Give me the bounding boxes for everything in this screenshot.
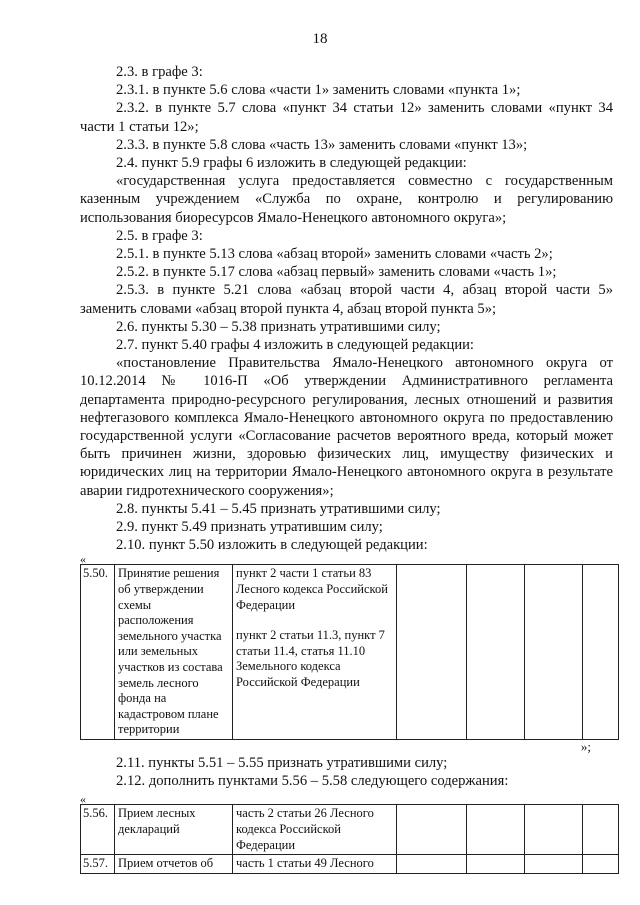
table-row [81, 855, 619, 874]
paragraph: 2.6. пункты 5.30 – 5.38 признать утратившими силу; [116, 318, 441, 335]
table-cell-empty [525, 805, 583, 855]
table-cell-name [115, 565, 233, 740]
table-cell-basis: часть 2 статьи 26 Лесного кодекса Российской Федерации [233, 805, 397, 855]
paragraph: 2.5.3. в пункте 5.21 слова «абзац второй части 4, абзац второй части 5» заменить словами «абзац второй пункта 4, абзац второй пункта 5»; [80, 282, 613, 317]
paragraph: 2.9. пункт 5.49 признать утратившим силу; [116, 519, 383, 536]
page-number: 18 [312, 31, 328, 47]
table-cell-empty [467, 805, 525, 855]
paragraph: «постановление Правительства Ямало-Ненецкого автономного округа от 10.12.2014 № 1016-П «Об утверждении Административного регламента департамента природно-ресурсного регулирования, лесных отношений и развития нефтегазового комплекса Ямало-Ненецкого автономного округа по предоставлению государственной услуги «Согласование расчетов вероятного вреда, который может быть причинен жизни, здоровью физических лиц, имуществу физических и юридических лиц на территории Ямало-Ненецкого автономного округа в результате аварии гидротехнического сооружения»; [80, 355, 613, 499]
table-cell-basis: часть 1 статьи 49 Лесного [233, 855, 397, 874]
table-cell-empty [397, 805, 467, 855]
basis-text: пункт 2 части 1 статьи 83 Лесного кодекса Российской Федерации [236, 566, 388, 612]
table-cell-empty [467, 855, 525, 874]
paragraph: 2.5. в графе 3: [116, 227, 203, 244]
paragraph: 2.12. дополнить пунктами 5.56 – 5.58 следующего содержания: [116, 773, 509, 790]
service-name: Принятие решения об утверждении схемы расположения земельного участка или земельных участков из состава земель лесного фонда на кадастровом плане территории [118, 566, 223, 737]
table-cell-num: 5.56. [81, 805, 115, 855]
table-cell-empty [583, 805, 619, 855]
table-cell-name: Прием лесных деклараций [115, 805, 233, 855]
table-cell-empty [397, 565, 467, 740]
paragraph: 2.3.2. в пункте 5.7 слова «пункт 34 статьи 12» заменить словами «пункт 34 части 1 статьи 12»; [80, 100, 613, 135]
paragraph: «государственная услуга предоставляется совместно с государственным казенным учреждением «Служба по охране, контролю и регулированию использования биоресурсов Ямало-Ненецкого автономного округа»; [80, 173, 613, 226]
quote-close-mark: »; [580, 739, 591, 755]
document-body [80, 63, 613, 874]
paragraph: 2.7. пункт 5.40 графы 4 изложить в следующей редакции: [116, 337, 474, 354]
table-cell-empty [467, 565, 525, 740]
amendment-table-1 [80, 564, 619, 740]
table-cell-empty [583, 855, 619, 874]
paragraph: 2.4. пункт 5.9 графы 6 изложить в следующей редакции: [116, 155, 467, 172]
paragraph: 2.8. пункты 5.41 – 5.45 признать утратившими силу; [116, 500, 441, 517]
quote-open-mark: « [80, 552, 86, 567]
table-cell-empty [525, 855, 583, 874]
table-cell-empty [583, 565, 619, 740]
quote-open-mark: « [80, 792, 86, 807]
table-cell-basis [233, 565, 397, 740]
paragraph: 2.5.1. в пункте 5.13 слова «абзац второй» заменить словами «часть 2»; [116, 246, 553, 263]
paragraph: 2.5.2. в пункте 5.17 слова «абзац первый» заменить словами «часть 1»; [116, 264, 557, 281]
paragraph: 2.3.1. в пункте 5.6 слова «части 1» заменить словами «пункта 1»; [116, 82, 521, 99]
table-row [81, 565, 619, 740]
table-cell-empty [397, 855, 467, 874]
paragraph: 2.3. в графе 3: [116, 64, 203, 80]
basis-text: пункт 2 статьи 11.3, пункт 7 статьи 11.4, статья 11.10 Земельного кодекса Российской Федерации [236, 628, 385, 690]
table-cell-num: 5.50. [81, 565, 115, 740]
table-row [81, 805, 619, 855]
table-cell-num: 5.57. [81, 855, 115, 874]
table-cell-name: Прием отчетов об [115, 855, 233, 874]
amendment-table-2 [80, 804, 619, 873]
paragraph: 2.11. пункты 5.51 – 5.55 признать утратившими силу; [116, 755, 448, 772]
paragraph: 2.10. пункт 5.50 изложить в следующей редакции: [116, 537, 428, 554]
paragraph: 2.3.3. в пункте 5.8 слова «часть 13» заменить словами «пункт 13»; [116, 136, 528, 153]
table-cell-empty [525, 565, 583, 740]
